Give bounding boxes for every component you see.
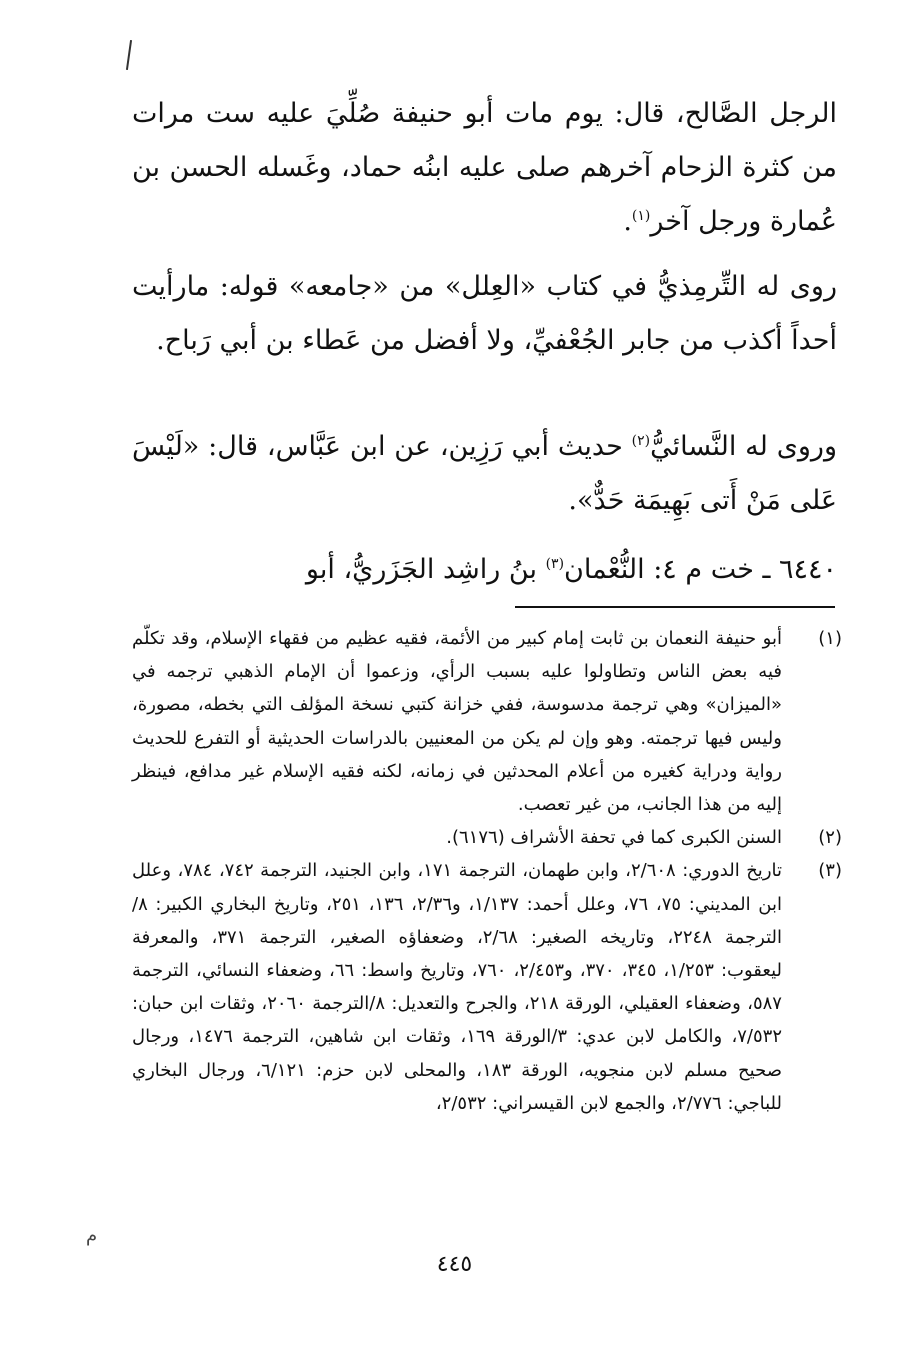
footnote-number: (١): [818, 628, 842, 649]
paragraph-3: وروى له النَّسائيُّ$^{(٢)}$ حديث أبي رَزِين، عن ابن عَبَّاس، قال: «لَيْسَ عَلى مَنْ أَتى بَهِيمَة حَدٌّ».: [132, 431, 837, 516]
footnote-2: [132, 821, 842, 854]
margin-stroke: [126, 40, 132, 70]
footnote-ref-1: (١): [631, 208, 651, 224]
paragraph-2: روى له التِّرمِذيُّ في كتاب «العِلل» من «جامعه» قوله: مارأيت أحداً أكذب من جابر الجُعْفيِّ، ولا أفضل من عَطاء بن أبي رَباح.: [132, 271, 837, 356]
footnote-ref-2: (٢): [631, 433, 651, 449]
footnote-number: (٢): [818, 827, 842, 849]
page-number: ٤٤٥: [436, 1252, 473, 1277]
footnote-3: [132, 854, 842, 1120]
footnote-text: السنن الكبرى كما في تحفة الأشراف (٦١٧٦).: [446, 827, 782, 849]
footnote-text: أبو حنيفة النعمان بن ثابت إمام كبير من الأئمة، فقيه عظيم من فقهاء الإسلام، وقد تكلّم فيه بعض الناس وتطاولوا عليه بسبب الرأي، وزعموا أن الإمام الذهبي ترجمه في «الميزان» وهي ترجمة مدسوسة، ففي خزانة كتبي نسخة المؤلف التي بخطه، مصورة، وليس فيها ترجمته. وهو وإن لم يكن من المعنيين بالدراسات الحديثية أو التفرع للحديث رواية ودراية كغيره من أعلام المحدثين في زمانه، لكنه فقيه الإسلام غير مدافع، فينظر إليه من هذا الجانب، من غير تعصب.: [132, 628, 782, 816]
paragraph-1: الرجل الصَّالح، قال: يوم مات أبو حنيفة صُلِّيَ عليه ست مرات من كثرة الزحام آخرهم صلى عليه ابنُه حماد، وغَسله الحسن بن عُمارة ورجل آخر$^{(١)}$.: [132, 98, 837, 237]
entry-heading: ٦٤٤٠ ـ خت م ٤: النُّعْمان$^{(٣)}$ بنُ راشِد الجَزَريُّ، أبو: [305, 554, 837, 585]
footnotes: [132, 622, 842, 1120]
footnote-divider: [515, 606, 835, 608]
footnote-ref-3: (٣): [545, 556, 565, 572]
footnote-text: تاريخ الدوري: ٢/٦٠٨، وابن طهمان، الترجمة ١٧١، وابن الجنيد، الترجمة ٧٤٢، ٧٨٤، وعلل ابن المديني: ٧٥، ٧٦، وعلل أحمد: ١/١٣٧، و٢/٣٦، ١٣٦، ٢٥١، وتاريخ البخاري الكبير: ٨/الترجمة ٢٢٤٨، وتاريخه الصغير: ٢/٦٨، وضعفاؤه الصغير، الترجمة ٣٧١، والمعرفة ليعقوب: ١/٢٥٣، ٣٤٥، ٣٧٠، و٢/٤٥٣، ٧٦٠، وتاريخ واسط: ٦٦، وضعفاء النسائي، الترجمة ٥٨٧، وضعفاء العقيلي، الورقة ٢١٨، والجرح والتعديل: ٨/الترجمة ٢٠٦٠، وثقات ابن حبان: ٧/٥٣٢، والكامل لابن عدي: ٣/الورقة ١٦٩، وثقات ابن شاهين، الترجمة ١٤٧٦، ورجال صحيح مسلم لابن منجويه، الورقة ١٨٣، والمحلى لابن حزم: ٦/١٢١، ورجال البخاري للباجي: ٢/٧٧٦، والجمع لابن القيسراني: ٢/٥٣٢،: [132, 860, 783, 1114]
footnote-number: (٣): [818, 860, 842, 882]
margin-mark: م: [86, 1225, 98, 1246]
footnote-1: [132, 622, 842, 821]
